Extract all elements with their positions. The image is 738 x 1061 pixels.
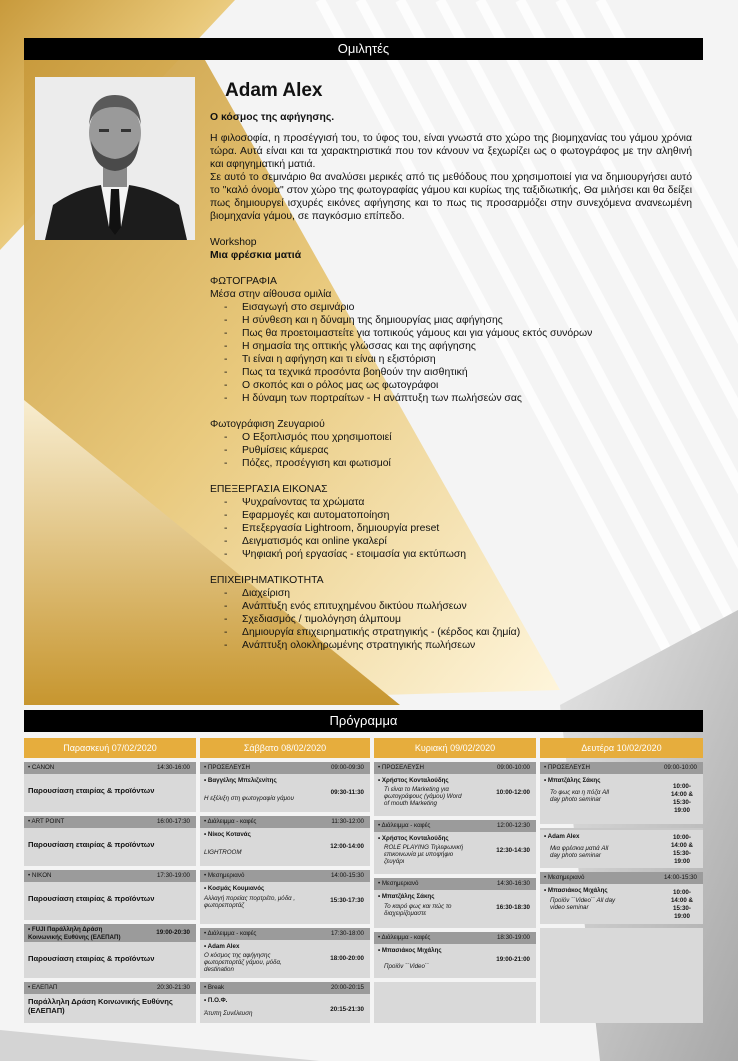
session-speaker: • Κοσμάς Κουμιανός <box>204 885 265 892</box>
session-body <box>200 994 370 1023</box>
section-heading: ΕΠΙΧΕΙΡΗΜΑΤΙΚΟΤΗΤΑ <box>210 575 324 586</box>
day-header: Σάββατο 08/02/2020 <box>200 738 370 758</box>
session-time: 10:00-14:00 & 15:30-19:00 <box>670 889 693 920</box>
list-item: - Ψυχραίνοντας τα χρώματα <box>224 496 692 509</box>
session-topic: Ο κόσμος της αφήγησης φωτορεπορτάζ γάμου, μόδα, destination <box>204 952 282 973</box>
session-title: • ΕΛΕΠΑΠ <box>28 984 58 991</box>
section-list <box>224 301 692 405</box>
list-item: - Τι είναι η αφήγηση και τι είναι η εξιστόριση <box>224 353 692 366</box>
session-title: • NIKON <box>28 872 52 879</box>
session-title-row <box>24 982 196 994</box>
list-item: - Η δύναμη των πορτραίτων - Η ανάπτυξη των πωλήσεών σας <box>224 392 692 405</box>
speaker-photo <box>35 77 195 240</box>
session-title: • Διάλειμμα - καφές <box>204 930 257 937</box>
list-item: - Επεξεργασία Lightroom, δημιουργία preset <box>224 522 692 535</box>
list-item: - Ανάπτυξη ενός επιτυχημένου δικτύου πωλήσεων <box>224 600 692 613</box>
session-title: • ΠΡΟΣΕΛΕΥΣΗ <box>544 764 590 771</box>
list-item: - Ρυθμίσεις κάμερας <box>224 444 692 457</box>
list-item: - Δειγματισμός και online γκαλερί <box>224 535 692 548</box>
session-topic: Η εξέλιξη στη φωτογραφία γάμου <box>204 795 294 802</box>
list-item: - Εφαρμογές και αυτοματοποίηση <box>224 509 692 522</box>
section-list <box>224 496 692 561</box>
session-time: 20:00-20:15 <box>330 984 364 991</box>
list-item: - Εισαγωγή στο σεμινάριο <box>224 301 692 314</box>
session-speaker: • Χρήστος Κονταλούδης <box>378 777 449 784</box>
empty-slot <box>540 928 703 1023</box>
list-item: - Διαχείριση <box>224 587 692 600</box>
session-title-row <box>200 762 370 774</box>
session-topic: Αλλαγή πορείας πορτρέτο, μόδα , φωτορεπορτάζ <box>204 895 296 909</box>
session-title: • Διάλειμμα - καφές <box>204 818 257 825</box>
session-topic: Άτυπη Συνέλευση <box>204 1010 253 1017</box>
session-time: 14:00-15:30 <box>663 874 697 881</box>
list-item: - Πως τα τεχνικά προσόντα βοηθούν την αισθητική <box>224 366 692 379</box>
list-item: - Σχεδιασμός / τιμολόγηση άλμπουμ <box>224 613 692 626</box>
session-description: Παρουσίαση εταιρίας & προϊόντων <box>28 954 155 963</box>
session-body <box>374 944 536 978</box>
session-time: 09:00-10:00 <box>496 764 530 771</box>
session-title-row <box>374 762 536 774</box>
session-title: • ΠΡΟΣΕΛΕΥΣΗ <box>204 764 250 771</box>
session-time: 19:00-20:30 <box>156 929 190 936</box>
day-column-friday <box>24 738 196 1023</box>
list-item: - Ο σκοπός και ο ρόλος μας ως φωτογράφοι <box>224 379 692 392</box>
list-item: - Ανάπτυξη ολοκληρωμένης στρατηγικής πωλήσεων <box>224 639 692 652</box>
session-body <box>540 774 703 824</box>
section-list <box>224 587 692 652</box>
session-title: • CANON <box>28 764 55 771</box>
session-body <box>200 774 370 812</box>
session-body <box>540 884 703 924</box>
session-time: 18:00-20:00 <box>330 955 364 962</box>
session-body <box>200 828 370 866</box>
session-title-row <box>200 816 370 828</box>
session-description: Παρουσίαση εταιρίας & προϊόντων <box>28 840 155 849</box>
session-time: 10:00-14:00 & 15:30-19:00 <box>670 834 693 865</box>
session-title-row <box>200 870 370 882</box>
session-title-row <box>24 870 196 882</box>
session-title-row <box>374 878 536 890</box>
session-speaker: • Π.Ο.Φ. <box>204 997 228 1004</box>
session-speaker: • Adam Alex <box>544 833 580 840</box>
session-time: 12:00-14:00 <box>330 843 364 850</box>
session-time: 09:30-11:30 <box>330 789 364 796</box>
list-item: - Δημιουργία επιχειρηματικής στρατηγικής - (κέρδος και ζημία) <box>224 626 692 639</box>
session-topic: LIGHTROOM <box>204 849 242 856</box>
session-speaker: • Βαγγέλης Μπελιζενίτης <box>204 777 277 784</box>
day-column-sunday <box>374 738 536 1023</box>
list-item: - Η σημασία της οπτικής γλώσσας και της αφήγησης <box>224 340 692 353</box>
session-title-row <box>24 816 196 828</box>
speaker-subtitle: Ο κόσμος της αφήγησης. <box>210 112 335 123</box>
session-time: 14:30-16:30 <box>496 880 530 887</box>
session-topic: Προϊόν ``Video`` All day video seminar <box>550 897 616 911</box>
session-speaker: • Μπατζάλης Σάκης <box>544 777 601 784</box>
session-time: 09:00-09:30 <box>330 764 364 771</box>
workshop-label: Workshop <box>210 237 257 248</box>
session-title: • Μεσημεριανό <box>378 880 419 887</box>
session-title-row <box>24 762 196 774</box>
speaker-bio-2: Σε αυτό το σεμινάριο θα αναλύσει μερικές από τις μεθόδους που χρησιμοποιεί για να δημιουργήσει αυτό το "καλό όνομα" στον χώρο της φωτογραφίας γάμου και κυρίως της ταξιδιωτικής, Θα μιλήσει και θα δείξει πως δημιουργεί ισχυρές εικόνες αφήγησης και το πως τις προσαρμόζει στην συνεχόμενα ανανεωμένη βιομηχανία γάμου, σε παγκόσμιο επίπεδο. <box>210 172 692 222</box>
session-title-row <box>540 872 703 884</box>
session-speaker: • Μπασιάκος Μιχάλης <box>544 887 608 894</box>
session-title-row <box>374 820 536 832</box>
session-title-row <box>200 928 370 940</box>
session-body <box>200 882 370 924</box>
session-body <box>24 942 196 978</box>
session-title-row <box>200 982 370 994</box>
session-body <box>374 774 536 816</box>
session-time: 17:30-19:00 <box>156 872 190 879</box>
program-table <box>24 738 703 1023</box>
session-speaker: • Χρήστος Κονταλούδης <box>378 835 449 842</box>
session-topic: Το φως και η πόζα All day photo seminar <box>550 789 610 803</box>
day-header: Κυριακή 09/02/2020 <box>374 738 536 758</box>
session-time: 10:00-14:00 & 15:30-19:00 <box>670 783 693 814</box>
section-list <box>224 431 692 470</box>
session-body <box>24 882 196 920</box>
list-item: - Η σύνθεση και η δύναμη της δημιουργίας μιας αφήγησης <box>224 314 692 327</box>
session-title: • Μεσημεριανό <box>204 872 245 879</box>
session-time: 18:30-19:00 <box>496 934 530 941</box>
session-time: 17:30-18:00 <box>330 930 364 937</box>
session-time: 09:00-10:00 <box>663 764 697 771</box>
day-header: Παρασκευή 07/02/2020 <box>24 738 196 758</box>
section-subheading: Μέσα στην αίθουσα ομιλία <box>210 289 332 300</box>
session-title-row <box>374 932 536 944</box>
session-speaker: • Μπατζάλης Σάκης <box>378 893 435 900</box>
session-time: 14:30-16:00 <box>156 764 190 771</box>
session-description: Παράλληλη Δράση Κοινωνικής Ευθύνης (ΕΛΕΠΑΠ) <box>28 997 173 1015</box>
session-title: • Μεσημεριανό <box>544 874 585 881</box>
list-item: - Ο Εξοπλισμός που χρησιμοποιεί <box>224 431 692 444</box>
session-topic: Μια φρέσκια ματιά All day photo seminar <box>550 845 609 859</box>
session-body <box>24 994 196 1023</box>
session-time: 11:30-12:00 <box>331 818 364 825</box>
list-item: - Πως θα προετοιμαστείτε για τοπικούς γάμους και για γάμους εκτός συνόρων <box>224 327 692 340</box>
day-header: Δευτέρα 10/02/2020 <box>540 738 703 758</box>
speakers-header: Ομιλητές <box>24 38 703 60</box>
speaker-bio-1: Η φιλοσοφία, η προσέγγισή του, το ύφος του, είναι γνωστά στο χώρο της βιομηχανίας του γάμου χρόνια τώρα. Αυτά είναι και τα χαρακτηριστικά που τον κάνουν να ξεχωρίζει ως ο φωτογράφος με την αληθινή και αφηγηματική ματιά. <box>210 133 692 170</box>
program-header: Πρόγραμμα <box>24 710 703 732</box>
day-column-saturday <box>200 738 370 1023</box>
section-heading: ΦΩΤΟΓΡΑΦΙΑ <box>210 276 277 287</box>
session-body <box>374 832 536 874</box>
session-time: 16:00-17:30 <box>156 818 190 825</box>
session-topic: Το καιρό φως και πώς το διαχειρίζομαστε <box>384 903 452 917</box>
day-column-monday <box>540 738 703 1023</box>
session-time: 12:00-12:30 <box>496 822 530 829</box>
session-topic: Τι είναι το Marketing για φωτογράφους (γάμου) Word of mouth Marketing <box>384 786 462 807</box>
session-time: 10:00-12:00 <box>496 789 530 796</box>
session-topic: Προϊόν ``Video`` <box>384 963 430 970</box>
session-title: • Διάλειμμα - καφές <box>378 822 431 829</box>
session-body <box>540 828 703 868</box>
empty-slot <box>374 982 536 1023</box>
list-item: - Ψηφιακή ροή εργασίας - ετοιμασία για εκτύπωση <box>224 548 692 561</box>
session-time: 14:00-15:30 <box>330 872 364 879</box>
session-description: Παρουσίαση εταιρίας & προϊόντων <box>28 894 155 903</box>
session-body <box>200 940 370 978</box>
session-time: 16:30-18:30 <box>496 904 530 911</box>
list-item: - Πόζες, προσέγγιση και φωτισμοί <box>224 457 692 470</box>
session-title: • Break <box>204 984 225 991</box>
session-time: 19:00-21:00 <box>496 956 530 963</box>
session-time: 20:30-21:30 <box>156 984 190 991</box>
session-body <box>374 890 536 928</box>
session-body <box>24 828 196 866</box>
section-heading: Φωτογράφιση Ζευγαριού <box>210 419 325 430</box>
session-time: 20:15-21:30 <box>330 1006 364 1013</box>
session-title: • Διάλειμμα - καφές <box>378 934 431 941</box>
session-title: • ΠΡΟΣΕΛΕΥΣΗ <box>378 764 424 771</box>
session-body <box>24 774 196 812</box>
session-title: • FUJI Παράλληλη Δράση Κοινωνικής Ευθύνης (ΕΛΕΠΑΠ) <box>28 926 121 941</box>
session-title: • ART POINT <box>28 818 65 825</box>
session-title-row <box>540 762 703 774</box>
session-topic: ROLE PLAYING Τηλεφωνική επικοινωνία με υποψήφιο ζευγάρι <box>384 844 464 865</box>
session-speaker: • Adam Alex <box>204 943 240 950</box>
section-heading: ΕΠΕΞΕΡΓΑΣΙΑ ΕΙΚΟΝΑΣ <box>210 484 328 495</box>
session-time: 15:30-17:30 <box>330 897 364 904</box>
session-title-row <box>24 924 196 942</box>
speaker-content <box>210 80 692 652</box>
session-description: Παρουσίαση εταιρίας & προϊόντων <box>28 786 155 795</box>
session-time: 12:30-14:30 <box>496 847 530 854</box>
session-speaker: • Μπασιάκος Μιχάλης <box>378 947 442 954</box>
speaker-name: Adam Alex <box>225 80 323 101</box>
workshop-title: Μια φρέσκια ματιά <box>210 250 302 261</box>
session-speaker: • Νίκος Κοτανάς <box>204 831 251 838</box>
